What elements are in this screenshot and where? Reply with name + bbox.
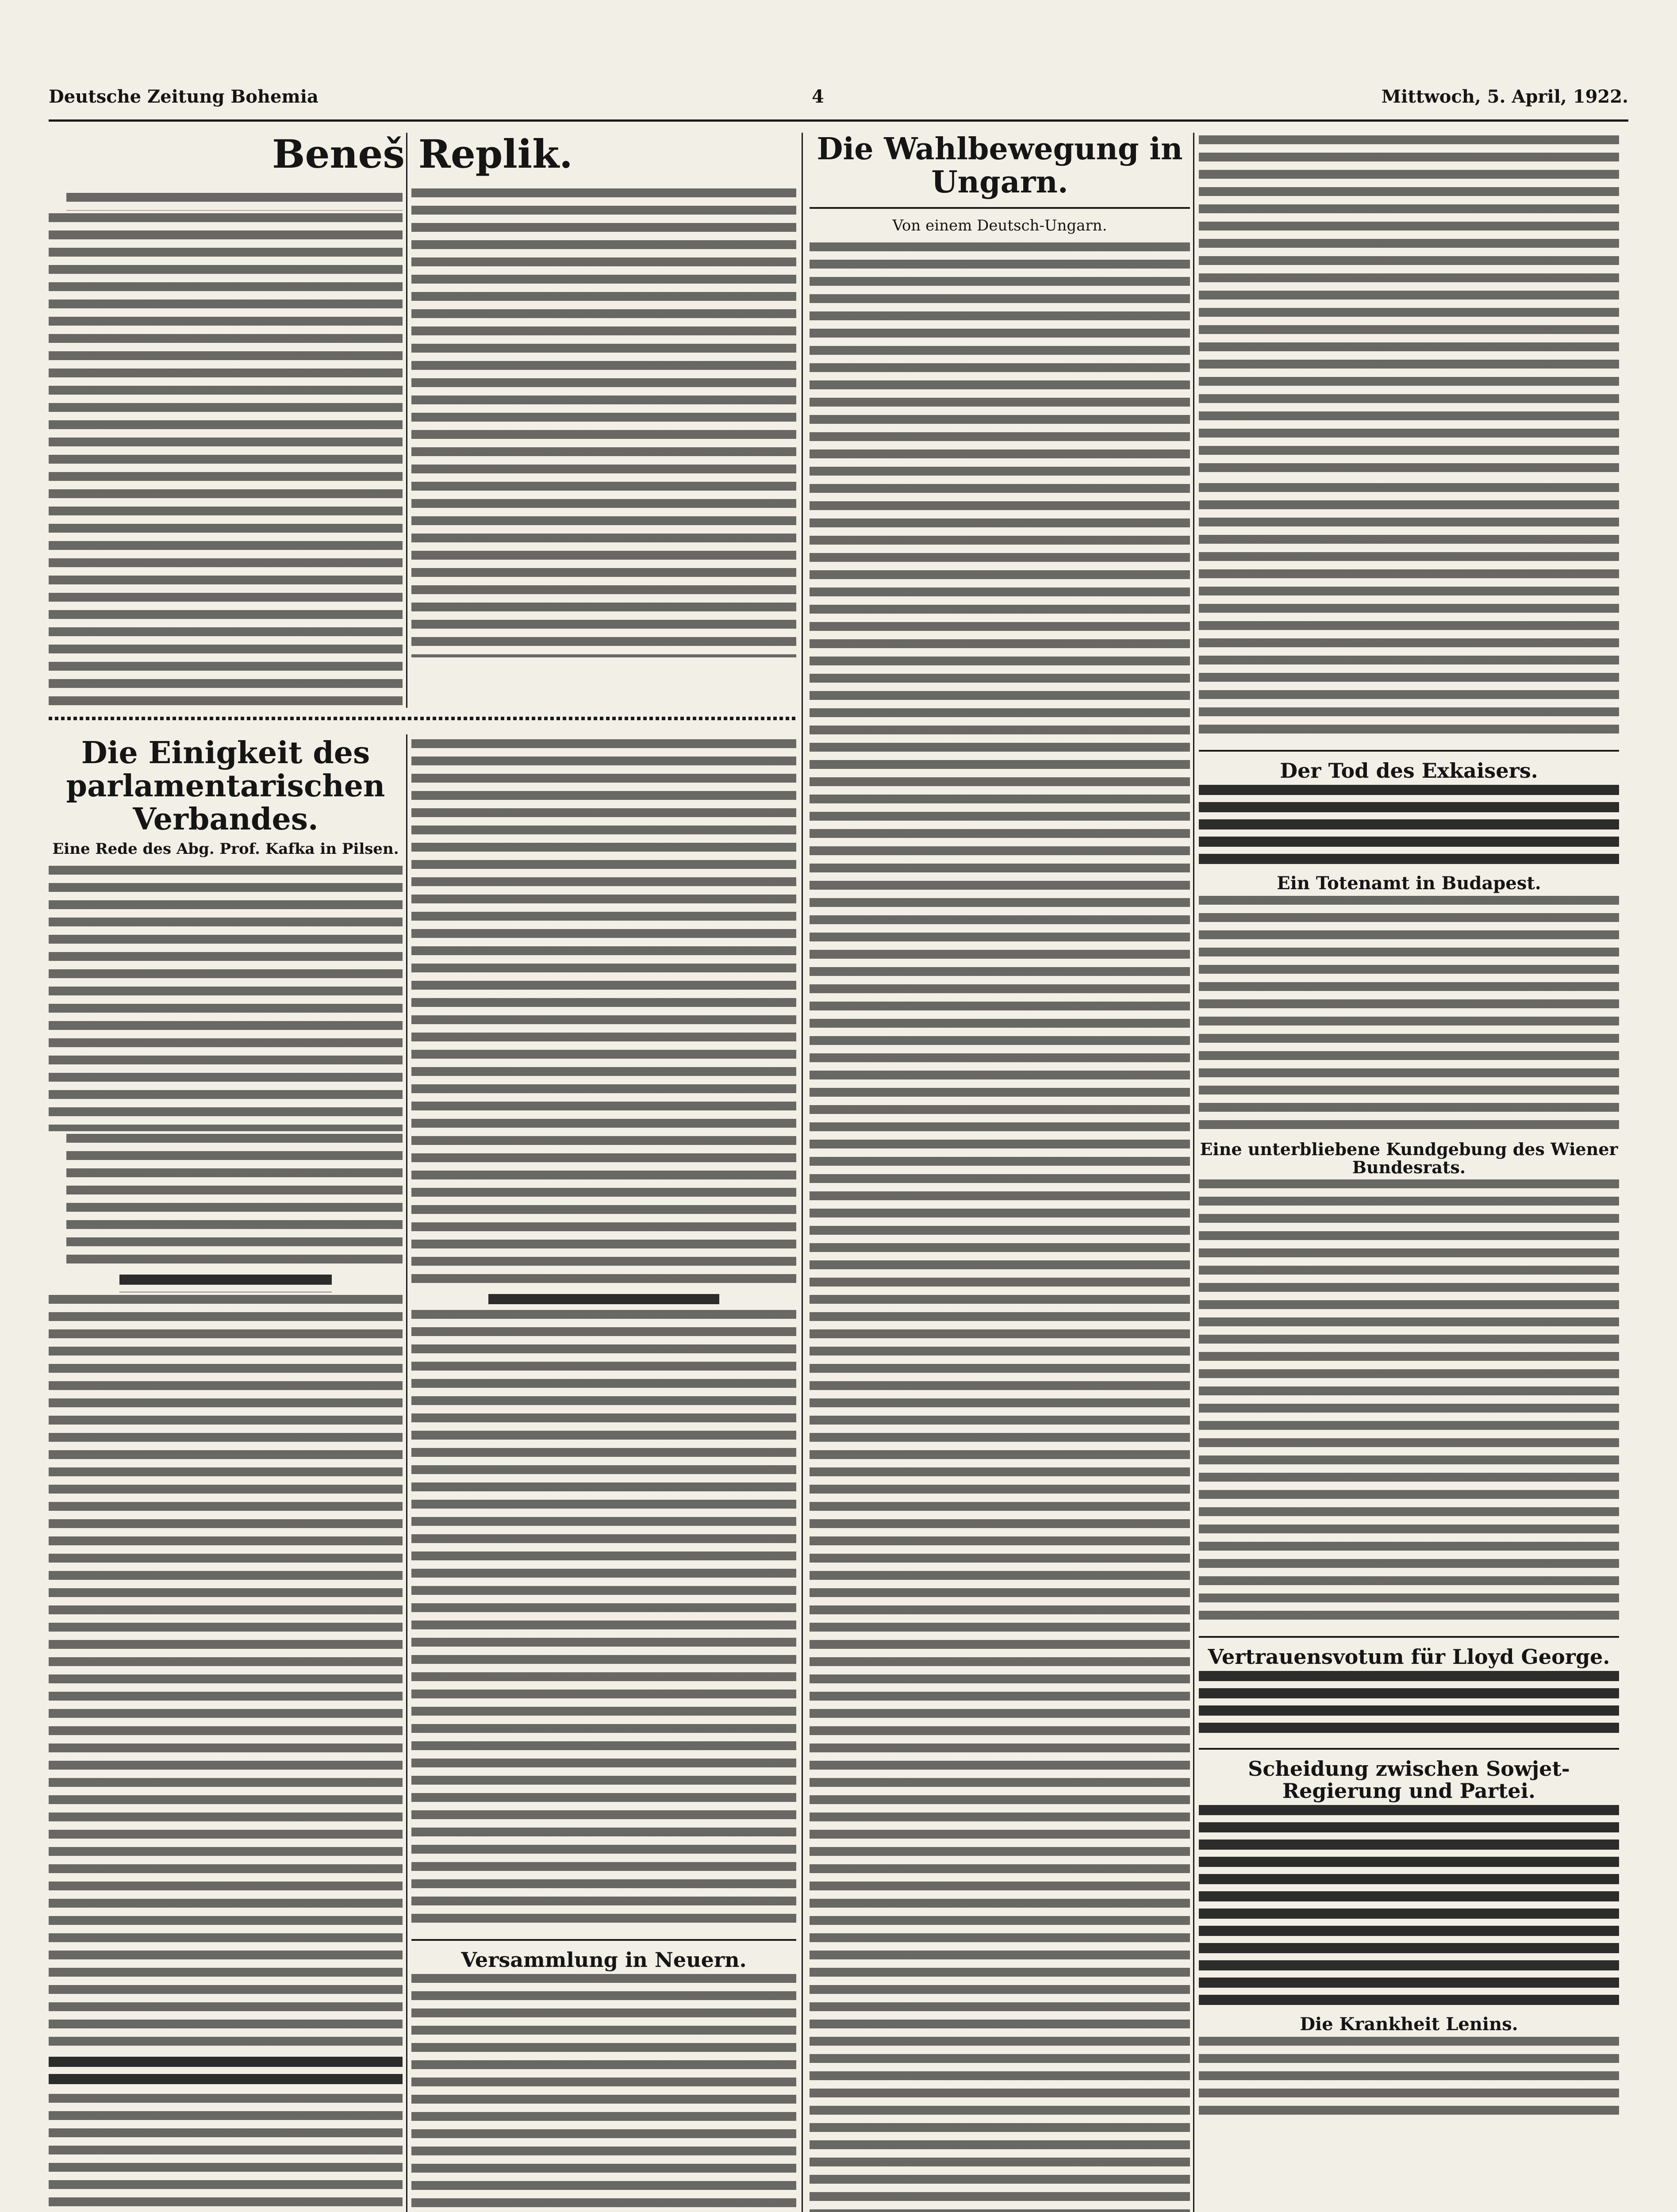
article-totenamt: [1199, 874, 1619, 1137]
article-title: Die Einigkeit des parlamentarischen Verbandes.: [66, 737, 385, 837]
article-body: [1199, 483, 1619, 742]
article-body: [49, 2094, 403, 2212]
article-title: Versammlung in Neuern.: [461, 1948, 747, 1972]
separator: [1199, 1636, 1619, 1638]
article-body: [411, 188, 796, 657]
article-body: [49, 213, 403, 708]
article-body: [1199, 135, 1619, 480]
article-title: Scheidung zwischen Sowjet-Regierung und Partei.: [1248, 1756, 1570, 1803]
article-body: [1199, 1179, 1619, 1628]
article-body: [1199, 896, 1619, 1137]
article-body: [411, 739, 796, 1291]
article-title: Der Tod des Exkaisers.: [1280, 759, 1538, 783]
header-rule: [49, 119, 1628, 122]
article-body: [1199, 1805, 1619, 2012]
article-lenin: [1199, 2015, 1619, 2123]
article-body: [810, 242, 1190, 2212]
text-line: [66, 193, 403, 211]
column-rule: [1193, 133, 1194, 2212]
article-ungarn: [810, 133, 1190, 2212]
article-body: [1199, 2037, 1619, 2123]
running-header: [49, 86, 1628, 117]
section-heading: [119, 1275, 332, 1292]
article-body: [1199, 785, 1619, 871]
article-title: Die Krankheit Lenins.: [1300, 2013, 1518, 2035]
article-body: [49, 2057, 403, 2091]
column-rule: [406, 734, 407, 2212]
article-exkaiser: [1199, 760, 1619, 871]
article-title: Vertrauensvotum für Lloyd George.: [1208, 1645, 1610, 1669]
article-title: Ein Totenamt in Budapest.: [1277, 872, 1541, 894]
article-body: [49, 866, 403, 1131]
article-title: Beneš Replik.: [272, 133, 573, 177]
article-einigkeit-continued: [411, 737, 796, 2212]
article-title: Die Wahlbewegung in Ungarn.: [817, 133, 1183, 200]
masthead-name: Deutsche Zeitung Bohemia: [49, 86, 319, 107]
article-body: [411, 1310, 796, 1931]
article-benes: [49, 133, 796, 708]
column-rule: [802, 133, 803, 2212]
article-kundgebung: [1199, 1140, 1619, 1628]
page-number: 4: [812, 86, 824, 107]
article-george: [1199, 1646, 1619, 1740]
article-title: Eine unterbliebene Kundgebung des Wiener Bundesrats.: [1200, 1139, 1618, 1178]
article-body: [411, 1974, 796, 2212]
section-separator: [49, 717, 796, 720]
issue-date: Mittwoch, 5. April, 1922.: [1381, 86, 1628, 107]
article-body: [49, 1295, 403, 2054]
article-body: [1199, 1671, 1619, 1740]
article-body: [66, 1134, 403, 1272]
article-byline: Von einem Deutsch-Ungarn.: [892, 216, 1107, 234]
separator: [810, 207, 1190, 209]
separator: [1199, 1748, 1619, 1750]
separator: [411, 1939, 796, 1941]
news-column: [1199, 133, 1619, 2212]
section-heading: [488, 1294, 719, 1307]
article-einigkeit: [49, 737, 403, 2212]
article-sowjet: [1199, 1758, 1619, 2012]
article-subtitle: Eine Rede des Abg. Prof. Kafka in Pilsen.: [52, 840, 399, 858]
separator: [1199, 750, 1619, 752]
